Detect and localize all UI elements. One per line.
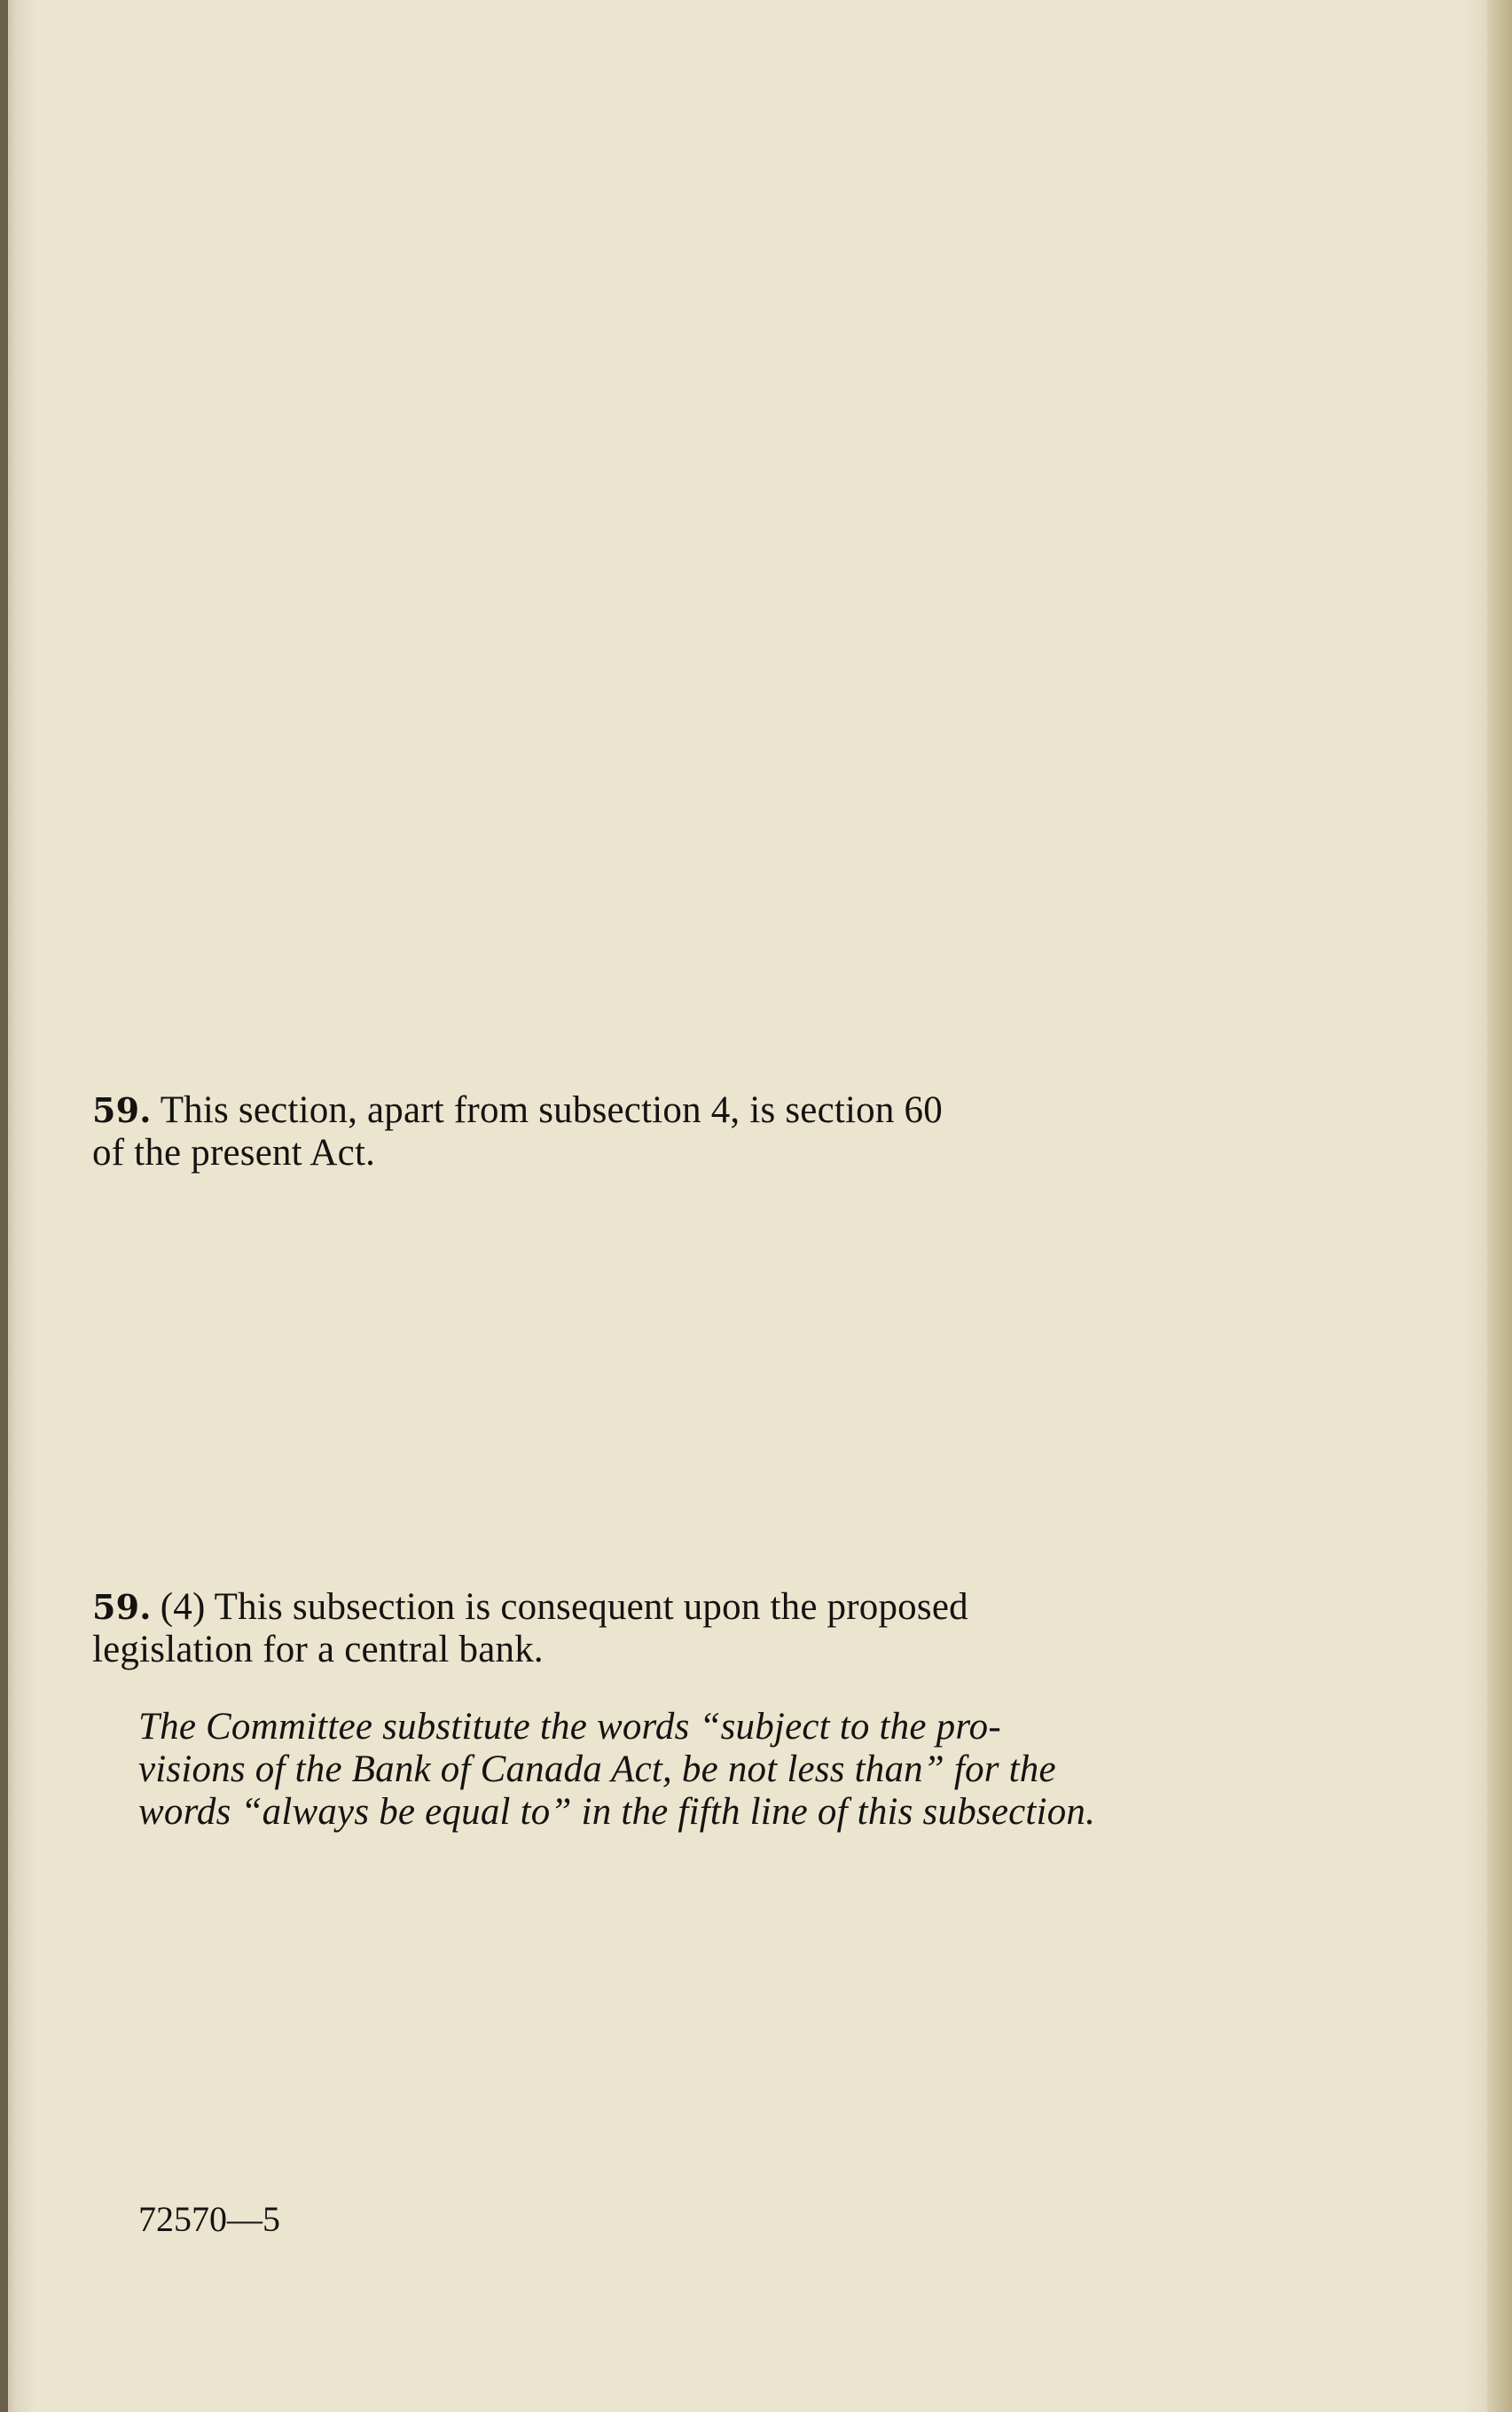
section-59-note (92, 1089, 1156, 1175)
committee-note-line-2: visions of the Bank of Canada Act, be not less than” for the (138, 1748, 1056, 1790)
subsection-59-4-note-text-1: (4) This subsection is consequent upon the proposed (160, 1586, 968, 1628)
subsection-59-4-note-line-2: legislation for a central bank. (92, 1629, 544, 1670)
page-reference: 72570—5 (138, 2199, 280, 2239)
section-number: 59. (92, 1587, 152, 1627)
section-number: 59. (92, 1090, 152, 1130)
subsection-59-4-note (92, 1586, 1156, 1671)
page-right-shadow (1487, 0, 1512, 2412)
section-59-note-line-1 (92, 1089, 1156, 1132)
subsection-59-4-note-line-1 (92, 1586, 1156, 1629)
section-59-note-text-1: This section, apart from subsection 4, is section 60 (160, 1089, 943, 1131)
committee-note-line-1: The Committee substitute the words “subject to the pro- (138, 1706, 1001, 1748)
page-binding-edge (0, 0, 8, 2412)
committee-note-line-3: words “always be equal to” in the fifth line of this subsection. (138, 1791, 1096, 1833)
committee-amendment-note (138, 1706, 1158, 1834)
section-59-note-line-2: of the present Act. (92, 1132, 376, 1174)
